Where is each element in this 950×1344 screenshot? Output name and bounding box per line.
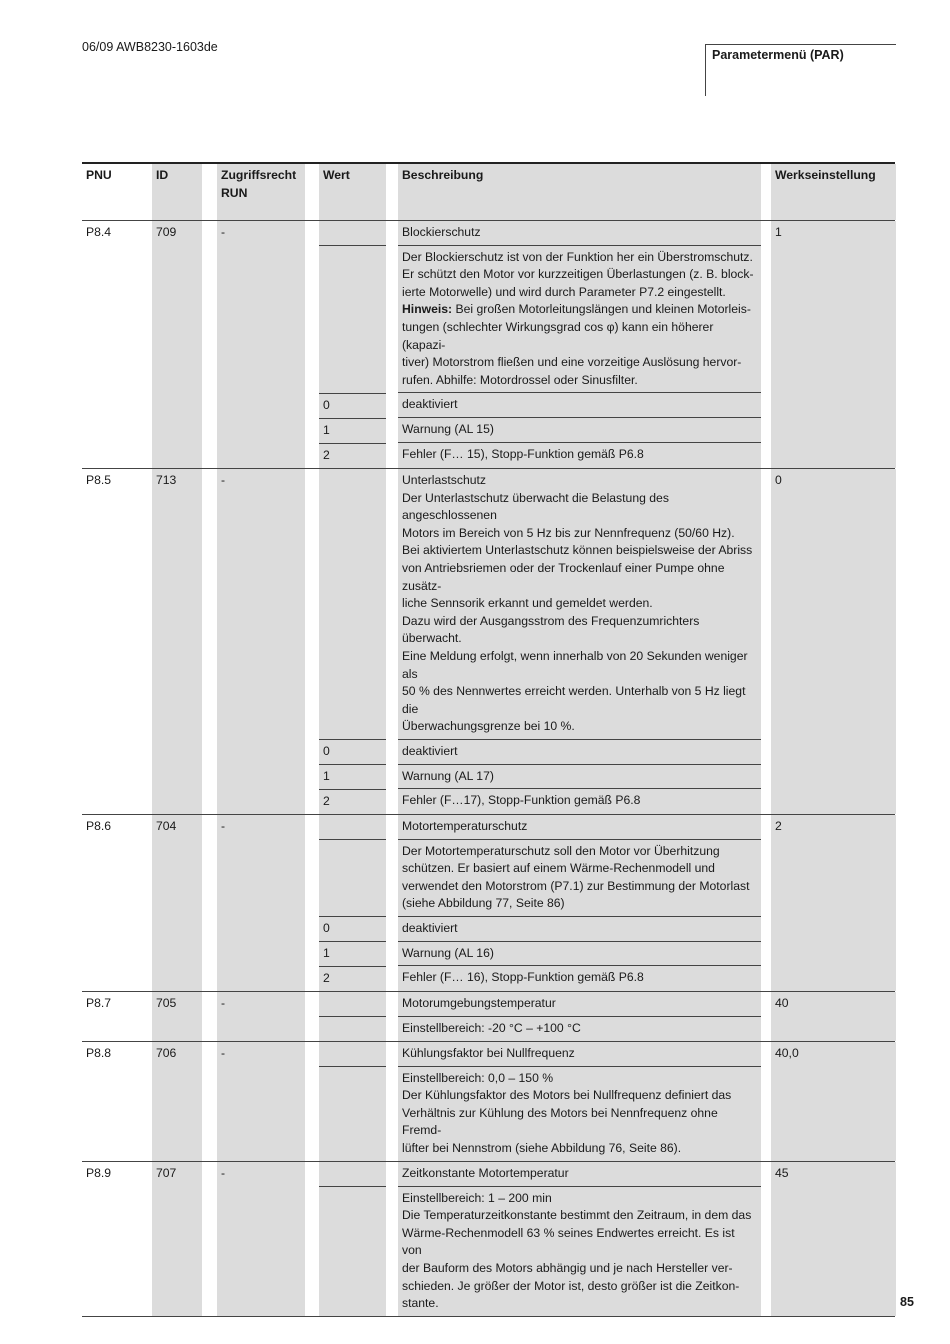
wert-cell: 2 [319,966,386,991]
col-spacer [202,815,217,991]
description-line: schieden. Je größer der Motor ist, desto größer ist die Zeitkon- [402,1278,740,1293]
id-cell: 709 [152,221,202,468]
description-line: deaktiviert [402,397,458,412]
col-header-werkseinstellung: Werkseinstellung [771,164,896,220]
id-cell: 705 [152,992,202,1041]
description-line: (siehe Abbildung 77, Seite 86) [402,896,565,911]
access-cell: - [217,815,305,991]
col-spacer [305,164,319,220]
description-line: Kühlungsfaktor bei Nullfrequenz [402,1046,575,1060]
description-cell [398,1016,761,1041]
wert-cell [319,1066,386,1161]
document-reference: 06/09 AWB8230-1603de [82,40,218,54]
col-header-pnu: PNU [86,168,112,182]
description-line: Eine Meldung erfolgt, wenn innerhalb von 20 Sekunden weniger als [402,648,748,681]
description-line: 50 % des Nennwertes erreicht werden. Unterhalb von 5 Hz liegt die [402,684,746,716]
description-line: Warnung (AL 16) [402,945,494,960]
col-spacer [761,815,771,991]
description-line: deaktiviert [402,743,458,758]
col-header-beschreibung: Beschreibung [398,164,761,220]
table-header-row [82,162,895,220]
description-line: Er schützt den Motor vor kurzzeitigen Überlastungen (z. B. block- [402,267,754,282]
parameter-table [82,162,895,1317]
pnu-cell: P8.9 [86,1166,112,1180]
description-cell [398,815,761,839]
wert-column [319,221,386,468]
table-bottom-rule [82,1316,895,1317]
description-cell [398,1162,761,1186]
col-spacer [202,1042,217,1161]
description-line: Einstellbereich: 0,0 – 150 % [402,1070,554,1085]
col-spacer [305,1162,319,1316]
section-title: Parametermenü (PAR) [712,48,844,62]
col-spacer [761,992,771,1041]
id-cell: 713 [152,469,202,814]
col-header-access: Zugriffsrecht RUN [217,164,305,220]
col-spacer [386,469,398,814]
wert-cell [319,839,386,916]
wert-cell: 2 [319,789,386,814]
col-spacer [202,221,217,468]
table-row [82,220,895,468]
col-spacer [761,1042,771,1161]
table-row [82,1041,895,1161]
col-spacer [305,815,319,991]
pnu-cell: P8.8 [86,1046,112,1060]
col-spacer [386,164,398,220]
id-cell: 707 [152,1162,202,1316]
description-line: Dazu wird der Ausgangsstrom des Frequenzumrichters überwacht. [402,613,700,646]
col-spacer [202,1162,217,1316]
id-cell: 706 [152,1042,202,1161]
wert-cell [319,1186,386,1316]
description-line: der Bauform des Motors abhängig und je nach Hersteller ver- [402,1260,733,1275]
col-spacer [305,992,319,1041]
description-line: verwendet den Motorstrom (P7.1) zur Bestimmung der Motorlast [402,878,750,893]
wert-column [319,469,386,814]
description-line: Motorumgebungstemperatur [402,996,556,1010]
wert-cell: 0 [319,739,386,764]
wert-cell [319,469,386,739]
description-cell [398,1042,761,1066]
access-cell: - [217,221,305,468]
description-line: Motors im Bereich von 5 Hz bis zur Nennfrequenz (50/60 Hz). [402,525,735,540]
wert-column [319,1162,386,1316]
wert-cell: 1 [319,418,386,443]
description-line: Der Blockierschutz ist von der Funktion her ein Überstromschutz. [402,249,753,264]
description-line: Warnung (AL 15) [402,421,494,436]
col-spacer [305,221,319,468]
wert-cell: 0 [319,916,386,941]
default-value-cell: 40 [771,992,896,1041]
description-line: Einstellbereich: 1 – 200 min [402,1190,552,1205]
description-line: Einstellbereich: -20 °C – +100 °C [402,1020,581,1035]
table-row [82,468,895,814]
pnu-cell: P8.4 [86,225,112,239]
default-value-cell: 1 [771,221,896,468]
col-spacer [305,1042,319,1161]
col-spacer [386,992,398,1041]
description-line: lüfter bei Nennstrom (siehe Abbildung 76, Seite 86). [402,1140,682,1155]
description-column [398,815,761,991]
description-line: Bei aktiviertem Unterlastschutz können beispielsweise der Abriss [402,543,753,558]
col-header-id: ID [152,164,202,220]
access-cell: - [217,469,305,814]
page-number: 85 [900,1295,914,1309]
default-value-cell: 2 [771,815,896,991]
note-label: Hinweis: [402,302,453,317]
description-line: Fehler (F… 16), Stopp-Funktion gemäß P6.8 [402,970,644,985]
col-spacer [761,221,771,468]
default-value-cell: 40,0 [771,1042,896,1161]
description-line: Blockierschutz [402,225,481,239]
col-spacer [386,1162,398,1316]
wert-cell [319,1042,386,1066]
wert-cell: 1 [319,764,386,789]
col-spacer [305,469,319,814]
wert-column [319,1042,386,1161]
id-cell: 704 [152,815,202,991]
col-spacer [761,469,771,814]
note-text: Bei großen Motorleitungslängen und kleinen Motorleis- [452,302,751,317]
wert-cell [319,992,386,1016]
wert-cell: 1 [319,941,386,966]
note-line: tiver) Motorstrom fließen und eine vorzeitige Auslösung hervor- [402,355,742,370]
default-value-cell: 45 [771,1162,896,1316]
description-line: stante. [402,1296,439,1311]
description-cell [398,417,761,442]
col-spacer [761,164,771,220]
wert-column [319,992,386,1041]
note-line: tungen (schlechter Wirkungsgrad cos φ) kann ein höherer (kapazi- [402,319,714,352]
description-cell [398,965,761,990]
description-cell [398,1186,761,1316]
table-row [82,814,895,991]
col-spacer [386,815,398,991]
description-line: Fehler (F… 15), Stopp-Funktion gemäß P6.8 [402,446,644,461]
description-line: schützen. Er basiert auf einem Wärme-Rechenmodell und [402,861,715,876]
description-cell [398,941,761,966]
description-line: Überwachungsgrenze bei 10 %. [402,719,575,734]
description-line: ierte Motorwelle) und wird durch Parameter P7.2 eingestellt. [402,284,726,299]
description-line: von Antriebsriemen oder der Trockenlauf einer Pumpe ohne zusätz- [402,560,725,593]
col-spacer [386,1042,398,1161]
wert-cell [319,221,386,245]
description-line: deaktiviert [402,920,458,935]
description-cell [398,1066,761,1161]
description-column [398,1162,761,1316]
access-cell: - [217,992,305,1041]
description-column [398,1042,761,1161]
description-column [398,992,761,1041]
description-line: Motortemperaturschutz [402,819,528,833]
description-cell [398,442,761,467]
col-spacer [386,221,398,468]
description-cell [398,839,761,916]
col-header-wert: Wert [319,164,386,220]
description-line: liche Sennsorik erkannt und gemeldet werden. [402,596,653,611]
description-cell [398,992,761,1016]
description-cell [398,788,761,813]
description-cell [398,764,761,789]
wert-cell: 2 [319,443,386,468]
table-row [82,991,895,1041]
wert-cell [319,1016,386,1041]
description-cell [398,469,761,739]
note-line [402,301,757,319]
description-line: Die Temperaturzeitkonstante bestimmt den Zeitraum, in dem das [402,1208,752,1223]
description-line: Der Kühlungsfaktor des Motors bei Nullfrequenz definiert das [402,1088,732,1103]
wert-cell: 0 [319,393,386,418]
description-line: Warnung (AL 17) [402,768,494,783]
description-cell [398,392,761,417]
description-line: Der Motortemperaturschutz soll den Motor vor Überhitzung [402,843,720,858]
table-body [82,220,895,1316]
description-column [398,221,761,468]
table-row [82,1161,895,1316]
wert-cell [319,245,386,393]
default-value-cell: 0 [771,469,896,814]
description-cell [398,916,761,941]
description-line: Wärme-Rechenmodell 63 % seines Endwertes erreicht. Es ist von [402,1225,735,1258]
wert-cell [319,1162,386,1186]
description-line: Der Unterlastschutz überwacht die Belastung des angeschlossenen [402,490,669,523]
section-header-box [705,44,896,96]
col-spacer [202,164,217,220]
col-spacer [202,469,217,814]
description-cell [398,221,761,245]
description-line: Unterlastschutz [402,473,486,487]
pnu-cell: P8.7 [86,996,112,1010]
access-cell: - [217,1042,305,1161]
pnu-cell: P8.5 [86,473,112,487]
wert-column [319,815,386,991]
description-cell [398,739,761,764]
description-column [398,469,761,814]
description-cell [398,245,761,393]
pnu-cell: P8.6 [86,819,112,833]
col-spacer [202,992,217,1041]
description-line: Zeitkonstante Motortemperatur [402,1166,569,1180]
description-line: Fehler (F…17), Stopp-Funktion gemäß P6.8 [402,793,641,808]
wert-cell [319,815,386,839]
note-line: rufen. Abhilfe: Motordrossel oder Sinusfilter. [402,372,638,387]
description-line: Verhältnis zur Kühlung des Motors bei Nennfrequenz ohne Fremd- [402,1105,718,1138]
access-cell: - [217,1162,305,1316]
col-spacer [761,1162,771,1316]
